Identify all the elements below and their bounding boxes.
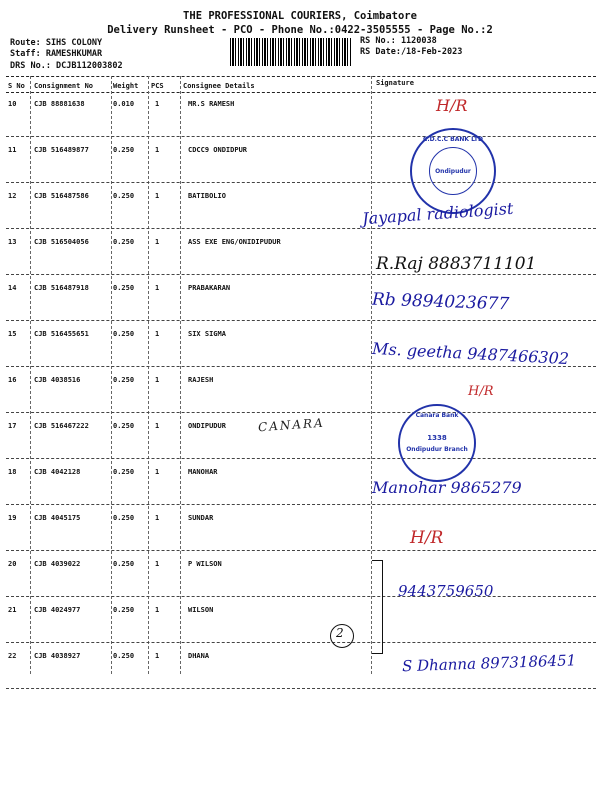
signature-row18: Manohar 9865279 xyxy=(372,478,522,497)
row-pcs: 1 xyxy=(155,422,160,430)
row-separator xyxy=(6,136,596,137)
col-divider xyxy=(111,76,112,674)
canara-stamp-title: Canara Bank xyxy=(415,412,459,419)
row-pcs: 1 xyxy=(155,100,160,108)
row-weight: 0.250 xyxy=(113,514,135,522)
row-sno: 16 xyxy=(8,376,17,384)
row-sno: 19 xyxy=(8,514,17,522)
row-sno: 13 xyxy=(8,238,17,246)
row-weight: 0.250 xyxy=(113,652,135,660)
row-separator xyxy=(6,458,596,459)
company-title: THE PROFESSIONAL COURIERS, Coimbatore xyxy=(183,10,417,22)
row-weight: 0.250 xyxy=(113,146,135,154)
row-consignee: SIX SIGMA xyxy=(188,330,226,338)
signature-row20: 9443759650 xyxy=(398,582,494,600)
col-divider xyxy=(180,76,181,674)
row-consignee: SUNDAR xyxy=(188,514,214,522)
signature-row15: Ms. geetha 9487466302 xyxy=(371,338,570,369)
cdcc-stamp-text: C.D.C.C BANK LTD xyxy=(423,136,483,143)
row-separator xyxy=(6,274,596,275)
runsheet-subtitle: Delivery Runsheet - PCO - Phone No.:0422-3505555 - Page No.:2 xyxy=(107,24,493,36)
row-consignment: CJB 4042128 xyxy=(34,468,81,476)
row-pcs: 1 xyxy=(155,560,160,568)
row-separator xyxy=(6,320,596,321)
row-sno: 15 xyxy=(8,330,17,338)
row-pcs: 1 xyxy=(155,330,160,338)
row-consignee: PRABAKARAN xyxy=(188,284,231,292)
row-pcs: 1 xyxy=(155,606,160,614)
row-separator xyxy=(6,182,596,183)
staff-label: Staff: RAMESHKUMAR xyxy=(10,49,103,59)
row-sno: 12 xyxy=(8,192,17,200)
signature-row14: Rb 9894023677 xyxy=(371,289,510,315)
row-consignment: CJB 516467222 xyxy=(34,422,89,430)
row-sno: 10 xyxy=(8,100,17,108)
row-consignee: ASS EXE ENG/ONIDIPUDUR xyxy=(188,238,281,246)
route-label: Route: SIHS COLONY xyxy=(10,38,103,48)
row-separator xyxy=(6,228,596,229)
canara-stamp-branch: Ondipudur Branch xyxy=(406,446,468,453)
row-consignee: CDCC9 ONDIDPUR xyxy=(188,146,248,154)
row-weight: 0.250 xyxy=(113,284,135,292)
row-consignment: CJB 4038516 xyxy=(34,376,81,384)
row-pcs: 1 xyxy=(155,192,160,200)
hr-mark: H/R xyxy=(436,96,468,115)
row-sno: 22 xyxy=(8,652,17,660)
row-sno: 18 xyxy=(8,468,17,476)
row-consignment: CJB 4024977 xyxy=(34,606,81,614)
rs-date: RS Date:/18-Feb-2023 xyxy=(360,47,463,57)
row-consignment: CJB 4039022 xyxy=(34,560,81,568)
row-consignee: ONDIPUDUR xyxy=(188,422,226,430)
row-sno: 20 xyxy=(8,560,17,568)
row-pcs: 1 xyxy=(155,514,160,522)
row-consignee: WILSON xyxy=(188,606,214,614)
row-separator xyxy=(6,412,596,413)
barcode-image xyxy=(230,38,352,66)
row-consignment: CJB 516487918 xyxy=(34,284,89,292)
row-sno: 11 xyxy=(8,146,17,154)
hr-mark: H/R xyxy=(410,528,444,548)
row-separator xyxy=(6,642,596,643)
signature-row13: R.Raj 8883711101 xyxy=(376,254,537,274)
bracket-mark xyxy=(372,560,383,654)
row-separator xyxy=(6,504,596,505)
col-header-sno: S No xyxy=(8,82,25,90)
hr-mark: H/R xyxy=(468,384,494,399)
circle-number: 2 xyxy=(336,626,344,640)
row-consignment: CJB 4038927 xyxy=(34,652,81,660)
row-pcs: 1 xyxy=(155,238,160,246)
row-sno: 14 xyxy=(8,284,17,292)
row-weight: 0.250 xyxy=(113,330,135,338)
row-consignment: CJB 516455651 xyxy=(34,330,89,338)
signature-row17: CANARA xyxy=(257,415,326,435)
signature-row12: Jayapal radiologist xyxy=(361,198,514,229)
row-weight: 0.250 xyxy=(113,192,135,200)
row-consignment: CJB 88881638 xyxy=(34,100,85,108)
row-consignment: CJB 516487586 xyxy=(34,192,89,200)
row-weight: 0.250 xyxy=(113,238,135,246)
row-weight: 0.250 xyxy=(113,422,135,430)
canara-stamp-code: 1338 xyxy=(427,434,447,442)
row-consignee: P WILSON xyxy=(188,560,222,568)
canara-bank-stamp xyxy=(398,404,476,482)
cdcc-stamp-inner: Ondipudur xyxy=(435,167,471,175)
row-weight: 0.250 xyxy=(113,376,135,384)
row-weight: 0.250 xyxy=(113,560,135,568)
col-divider xyxy=(148,76,149,674)
row-weight: 0.250 xyxy=(113,606,135,614)
row-separator xyxy=(6,366,596,367)
col-header-weight: Weight xyxy=(113,82,139,90)
row-sno: 21 xyxy=(8,606,17,614)
row-separator xyxy=(6,596,596,597)
col-header-consignee: Consignee Details xyxy=(183,82,255,90)
col-header-signature: Signature xyxy=(376,79,414,87)
row-separator xyxy=(6,550,596,551)
row-weight: 0.250 xyxy=(113,468,135,476)
row-pcs: 1 xyxy=(155,146,160,154)
row-consignee: DHANA xyxy=(188,652,210,660)
col-header-pcs: PCS xyxy=(151,82,164,90)
row-consignment: CJB 4045175 xyxy=(34,514,81,522)
row-pcs: 1 xyxy=(155,468,160,476)
row-consignee: RAJESH xyxy=(188,376,214,384)
row-consignee: BATIBOLIO xyxy=(188,192,226,200)
row-weight: 0.010 xyxy=(113,100,135,108)
row-sno: 17 xyxy=(8,422,17,430)
rs-number: RS No.: 1120038 xyxy=(360,36,437,46)
signature-row22: S Dhanna 8973186451 xyxy=(401,651,577,676)
row-consignee: MANOHAR xyxy=(188,468,218,476)
row-consignment: CJB 516504056 xyxy=(34,238,89,246)
row-consignee: MR.S RAMESH xyxy=(188,100,235,108)
header-top-rule xyxy=(6,76,596,77)
row-separator xyxy=(6,688,596,689)
drs-number: DRS No.: DCJB112003802 xyxy=(10,61,123,71)
col-divider xyxy=(30,76,31,674)
row-pcs: 1 xyxy=(155,652,160,660)
header-bottom-rule xyxy=(6,92,596,93)
row-consignment: CJB 516489877 xyxy=(34,146,89,154)
row-pcs: 1 xyxy=(155,376,160,384)
row-pcs: 1 xyxy=(155,284,160,292)
col-header-consignment: Consignment No xyxy=(34,82,94,90)
